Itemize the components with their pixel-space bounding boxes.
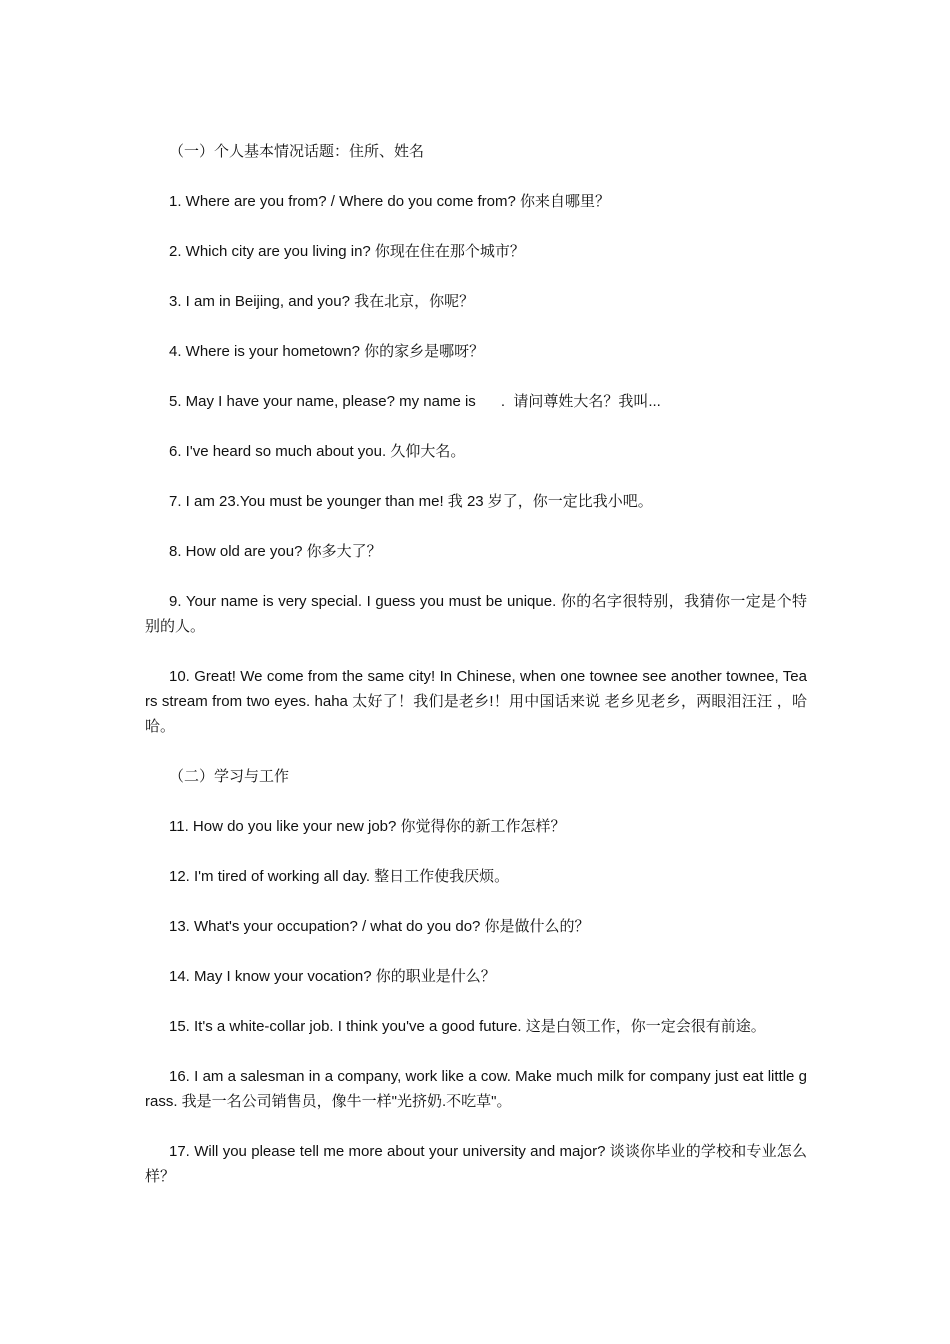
- document-body: [145, 139, 807, 1214]
- dialogue-item-7: 7. I am 23.You must be younger than me! 我 23 岁了，你一定比我小吧。: [169, 493, 653, 510]
- section-heading-1: （一）个人基本情况话题：住所、姓名: [169, 142, 425, 160]
- dialogue-item-4: 4. Where is your hometown? 你的家乡是哪呀？: [169, 343, 485, 360]
- dialogue-item-12: 12. I'm tired of working all day. 整日工作使我厌烦。: [169, 868, 510, 885]
- dialogue-item-8: 8. How old are you? 你多大了？: [169, 543, 382, 560]
- dialogue-item-5: 5. May I have your name, please? my name is . 请问尊姓大名？我叫...: [169, 393, 661, 410]
- dialogue-item-16: 16. I am a salesman in a company, work like a cow. Make much milk for company just eat little grass. 我是一名公司销售员，像牛一样"光挤奶.不吃草"。: [145, 1068, 807, 1110]
- dialogue-item-1: 1. Where are you from? / Where do you come from? 你来自哪里？: [169, 193, 610, 210]
- dialogue-item-10: 10. Great! We come from the same city! In Chinese, when one townee see another townee, Tears stream from two eyes. haha 太好了！我们是老乡!！用中国话来说 老乡见老乡，两眼泪汪汪 ，哈哈。: [145, 668, 807, 735]
- dialogue-item-14: 14. May I know your vocation? 你的职业是什么？: [169, 968, 496, 985]
- dialogue-item-15: 15. It's a white-collar job. I think you've a good future. 这是白领工作，你一定会很有前途。: [169, 1018, 766, 1035]
- dialogue-item-2: 2. Which city are you living in? 你现在住在那个城市？: [169, 243, 525, 260]
- dialogue-item-13: 13. What's your occupation? / what do you do? 你是做什么的？: [169, 918, 590, 935]
- dialogue-item-9: 9. Your name is very special. I guess you must be unique. 你的名字很特别，我猜你一定是个特别的人。: [145, 593, 807, 635]
- dialogue-item-17: 17. Will you please tell me more about your university and major? 谈谈你毕业的学校和专业怎么样？: [145, 1143, 807, 1185]
- dialogue-item-11: 11. How do you like your new job? 你觉得你的新工作怎样？: [169, 818, 566, 835]
- section-heading-2: （二）学习与工作: [169, 767, 290, 785]
- dialogue-item-3: 3. I am in Beijing, and you? 我在北京，你呢？: [169, 293, 475, 310]
- dialogue-item-6: 6. I've heard so much about you. 久仰大名。: [169, 443, 466, 460]
